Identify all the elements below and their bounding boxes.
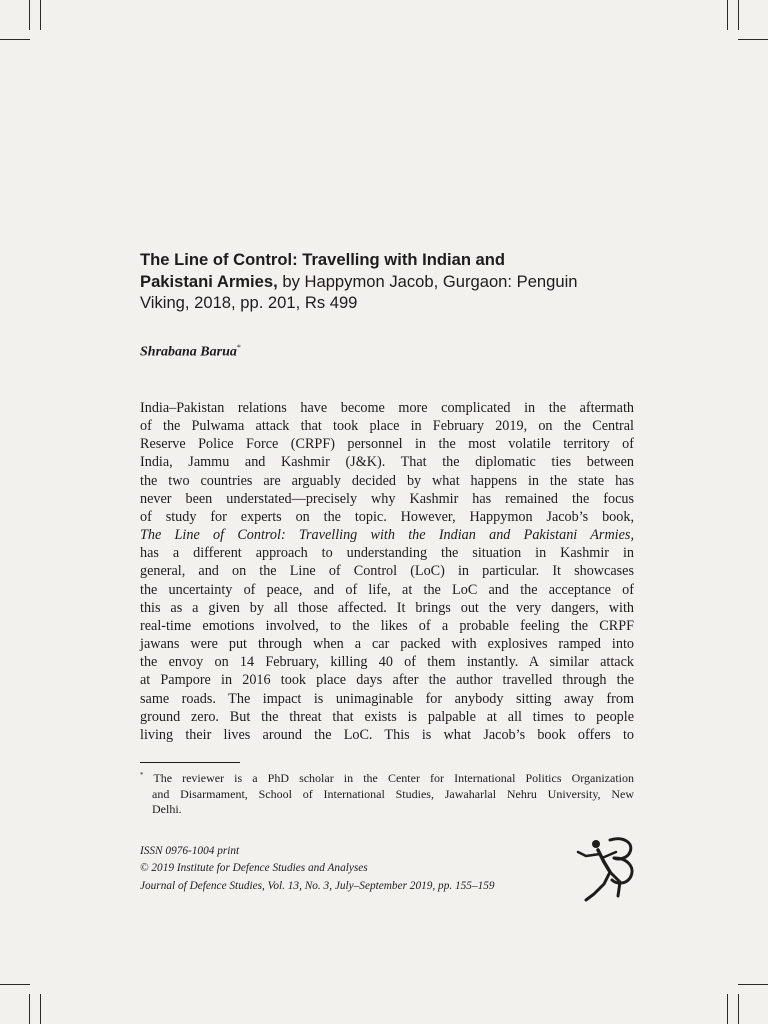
body-line: of study for experts on the topic. However, Happymon Jacob’s book, <box>140 508 634 525</box>
footnote-line-2: and Disarmament, School of International Studies, Jawaharlal Nehru University, New <box>152 786 634 801</box>
body-line: the envoy on 14 February, killing 40 of them instantly. A similar attack <box>140 654 634 671</box>
citation: Journal of Defence Studies, Vol. 13, No. 3, July–September 2019, pp. 155–159 <box>140 879 495 892</box>
body-line: real-time emotions involved, to the likes of a probable feeling the CRPF <box>140 617 634 634</box>
title-line-2-rest: by Happymon Jacob, Gurgaon: Penguin <box>277 271 578 291</box>
footnote-line-1: The reviewer is a PhD scholar in the Center for International Politics Organization <box>143 771 634 785</box>
footnote-line-3: Delhi. <box>152 802 182 816</box>
author-name: Shrabana Barua* <box>140 343 241 360</box>
footnote-rule <box>140 762 240 763</box>
body-line: India–Pakistan relations have become more complicated in the aftermath <box>140 400 634 416</box>
body-line: never been understated—precisely why Kashmir has remained the focus <box>140 490 634 507</box>
running-figure-logo-icon <box>570 832 640 904</box>
body-line: this as a given by all those affected. It brings out the very dangers, with <box>140 599 634 616</box>
body-line: jawans were put through when a car packed with explosives ramped into <box>140 636 634 653</box>
body-line: Reserve Police Force (CRPF) personnel in the most volatile territory of <box>140 436 634 453</box>
body-line: the two countries are arguably decided by what happens in the state has <box>140 472 634 489</box>
body-line: at Pampore in 2016 took place days after the author travelled through the <box>140 672 634 689</box>
review-body <box>140 399 634 744</box>
issn: ISSN 0976-1004 print <box>140 845 240 857</box>
body-line: ground zero. But the threat that exists is palpable at all times to people <box>140 708 634 725</box>
body-line: general, and on the Line of Control (LoC) in particular. It showcases <box>140 563 634 580</box>
body-line: same roads. The impact is unimaginable for anybody sitting away from <box>140 690 634 707</box>
body-line: of the Pulwama attack that took place in February 2019, on the Central <box>140 418 634 435</box>
body-line: the uncertainty of peace, and of life, at the LoC and the acceptance of <box>140 581 634 598</box>
author-footnote-mark: * <box>236 343 241 352</box>
footnote <box>140 768 634 818</box>
body-line-book-title: The Line of Control: Travelling with the Indian and Pakistani Armies, <box>140 527 634 544</box>
body-line: India, Jammu and Kashmir (J&K). That the diplomatic ties between <box>140 454 634 471</box>
copyright: © 2019 Institute for Defence Studies and Analyses <box>140 862 368 875</box>
footnote-mark: * <box>140 771 144 779</box>
title-line-3: Viking, 2018, pp. 201, Rs 499 <box>140 293 358 312</box>
review-title <box>140 249 630 314</box>
journal-info <box>140 843 570 895</box>
body-line: living their lives around the LoC. This is what Jacob’s book offers to <box>140 726 634 743</box>
title-line-2-bold: Pakistani Armies, <box>140 271 278 291</box>
body-line: has a different approach to understanding the situation in Kashmir in <box>140 545 634 562</box>
title-line-1: The Line of Control: Travelling with Indian and <box>140 250 506 269</box>
